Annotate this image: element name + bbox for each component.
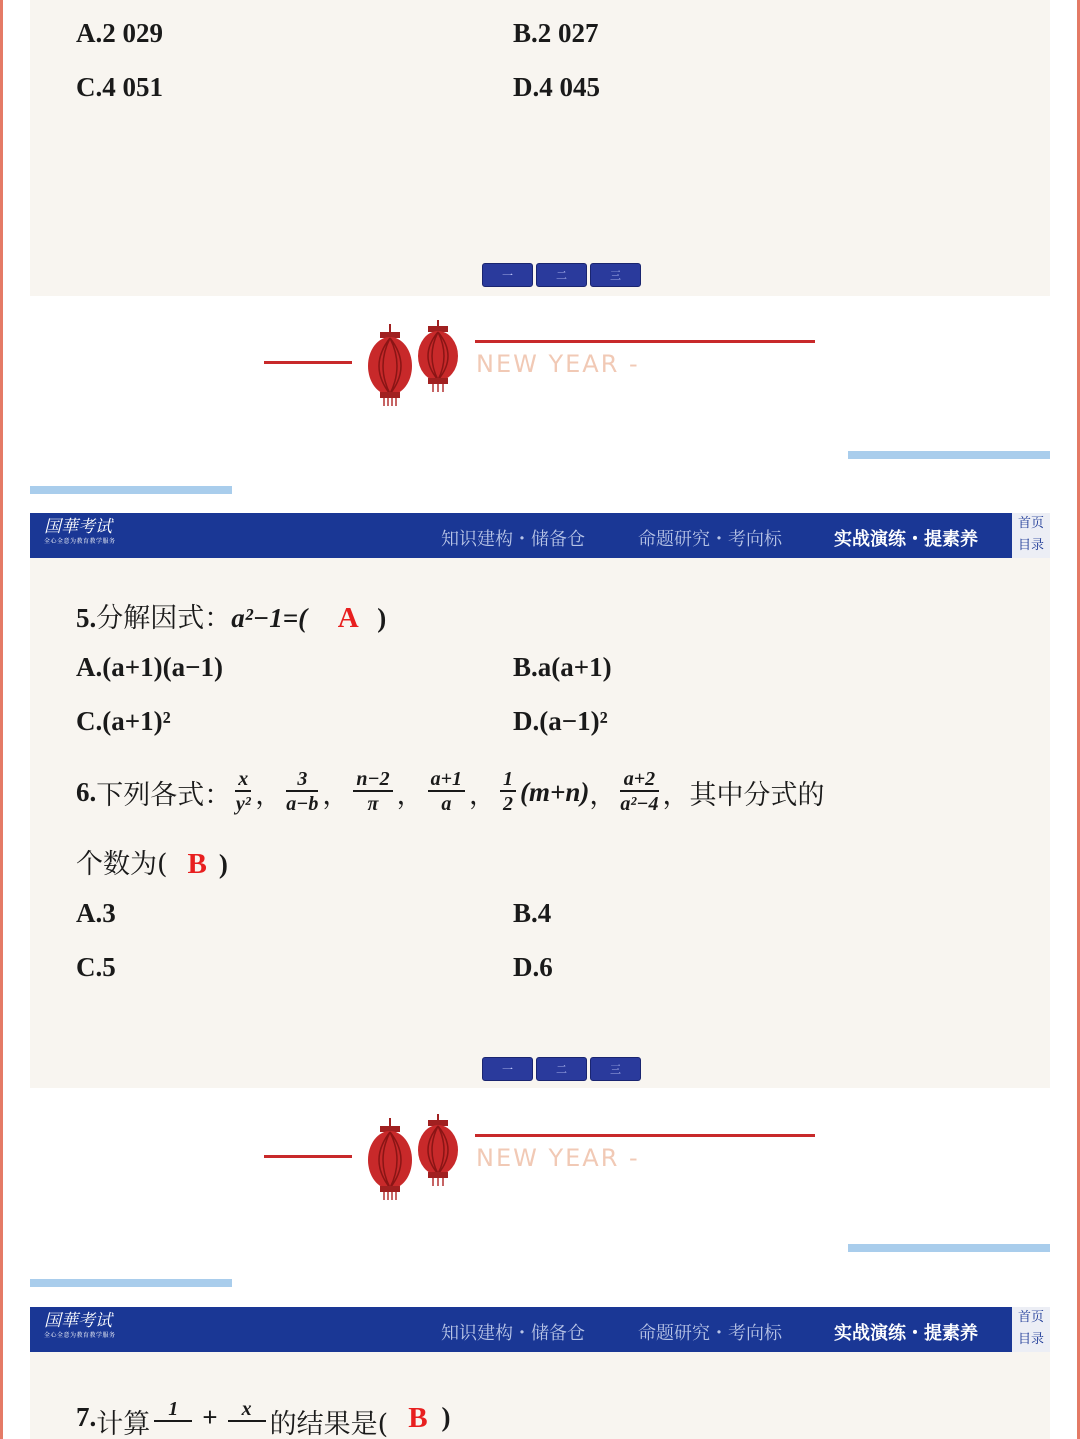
answer-5: A	[337, 602, 359, 634]
fraction-q7-1: 1	[154, 1398, 192, 1422]
decor-line-left	[264, 361, 352, 364]
pager-button-3[interactable]: 三	[590, 263, 641, 287]
question-6: 6. 下列各式： $\frac{x}{\text{y²}}$ ， $\frac{3}{a-b}$ ， $\frac{n-2}{\pi}$ ， $\frac{a+1}{a}$ ， $\frac{1}{2}$ (m+n) ， $\frac{a+2}{\text{a²−4}}$ ， 其中分式的	[76, 768, 825, 815]
pager-button-1[interactable]: 一	[482, 1057, 533, 1081]
left-border	[0, 0, 3, 1439]
pager-button-2[interactable]: 二	[536, 1057, 587, 1081]
q6-option-d: D.6	[513, 952, 553, 982]
option-c: C.4 051	[76, 72, 163, 102]
lantern-icon	[362, 320, 464, 410]
slide-pager	[482, 263, 641, 287]
fraction-1: $\frac{x}{\text{y²}}$	[235, 768, 251, 815]
pager-button-2[interactable]: 二	[536, 263, 587, 287]
nav-practice[interactable]: 实战演练・提素养	[834, 1323, 978, 1344]
new-year-label: NEW YEAR -	[476, 350, 640, 378]
slide-pager	[482, 1057, 641, 1081]
toc-button[interactable]: 目录	[1017, 1332, 1044, 1347]
toc-button[interactable]: 目录	[1017, 538, 1044, 553]
question-7: 7. 计算 1 + x 的结果是( B )	[76, 1398, 451, 1439]
logo: 国華考试 全心全意为教育教学服务	[44, 517, 116, 545]
accent-bar-right	[848, 1244, 1050, 1252]
answer-7: B	[408, 1402, 428, 1434]
question-5: 5.分解因式：a²−1=( A )	[76, 602, 387, 634]
q5-option-b: B.a(a+1)	[513, 652, 612, 682]
accent-bar-left	[30, 1279, 232, 1287]
nav-research[interactable]: 命题研究・考向标	[638, 529, 782, 550]
accent-bar-left	[30, 486, 232, 494]
fraction-3: $\frac{n-2}{\pi}$	[353, 768, 392, 816]
accent-bar-right	[848, 451, 1050, 459]
fraction-q7-2: x	[228, 1398, 266, 1422]
fraction-5: $\frac{1}{2}$	[500, 768, 516, 816]
nav-knowledge[interactable]: 知识建构・储备仓	[441, 1323, 585, 1344]
q5-option-d: D.(a−1)²	[513, 706, 608, 736]
option-a: A.2 029	[76, 18, 163, 48]
lantern-icon	[362, 1114, 464, 1204]
nav-research[interactable]: 命题研究・考向标	[638, 1323, 782, 1344]
q6-option-c: C.5	[76, 952, 116, 982]
decor-line-left	[264, 1155, 352, 1158]
slide-header	[30, 513, 1050, 558]
option-b: B.2 027	[513, 18, 599, 48]
q5-option-a: A.(a+1)(a−1)	[76, 652, 223, 682]
question-6-line2: 个数为( B )	[76, 848, 228, 880]
fraction-4: $\frac{a+1}{a}$	[428, 768, 465, 816]
slide-top	[30, 0, 1050, 296]
q5-option-c: C.(a+1)²	[76, 706, 171, 736]
fraction-2: $\frac{3}{a-b}$	[286, 768, 319, 815]
decor-line-right	[475, 340, 815, 343]
pager-button-1[interactable]: 一	[482, 263, 533, 287]
answer-6: B	[187, 848, 207, 880]
side-buttons	[1012, 513, 1050, 558]
decor-line-right	[475, 1134, 815, 1137]
slide-header	[30, 1307, 1050, 1352]
q6-option-a: A.3	[76, 898, 116, 928]
slide-mid	[30, 558, 1050, 1088]
option-d: D.4 045	[513, 72, 600, 102]
side-buttons	[1012, 1307, 1050, 1352]
home-button[interactable]: 首页	[1017, 1310, 1044, 1325]
logo: 国華考试 全心全意为教育教学服务	[44, 1311, 116, 1339]
pager-button-3[interactable]: 三	[590, 1057, 641, 1081]
slide-bottom	[30, 1352, 1050, 1439]
new-year-label: NEW YEAR -	[476, 1144, 640, 1172]
nav-knowledge[interactable]: 知识建构・储备仓	[441, 529, 585, 550]
nav-practice[interactable]: 实战演练・提素养	[834, 529, 978, 550]
home-button[interactable]: 首页	[1017, 516, 1044, 531]
q6-option-b: B.4	[513, 898, 552, 928]
fraction-6: $\frac{a+2}{\text{a²−4}}$	[620, 768, 659, 815]
